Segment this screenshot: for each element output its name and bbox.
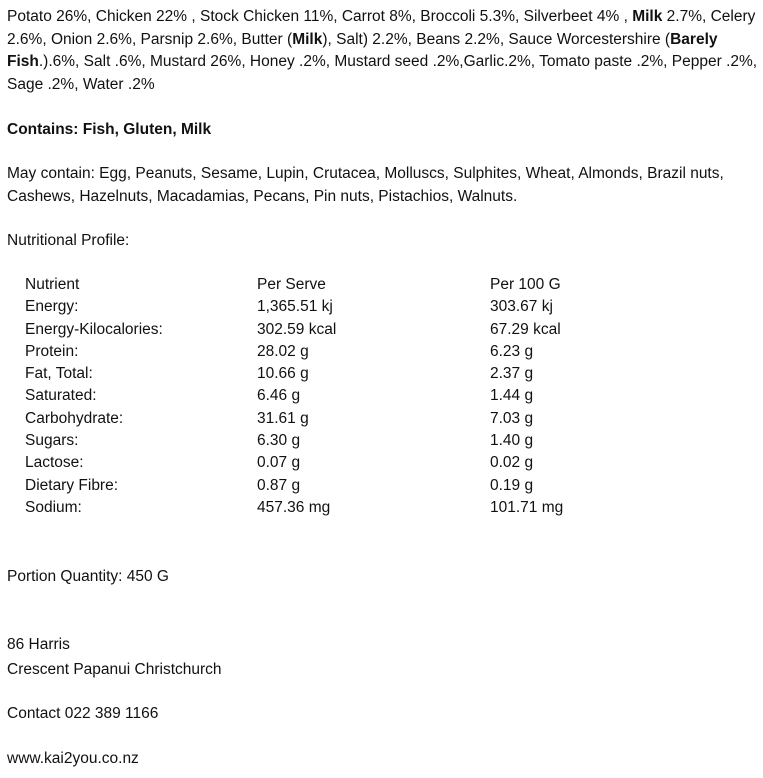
nutrient-name: Protein:	[25, 342, 79, 360]
per-serve-value: 0.07 g	[257, 454, 301, 472]
contains-statement: Contains: Fish, Gluten, Milk	[7, 121, 212, 138]
nutrient-name: Dietary Fibre:	[25, 476, 119, 494]
nutrition-row	[25, 452, 640, 474]
per-serve-value: 457.36 mg	[257, 498, 331, 516]
nutrient-name: Sugars:	[25, 432, 79, 450]
per-100g-value: 0.19 g	[490, 476, 534, 494]
nutrition-heading: Nutritional Profile:	[7, 232, 130, 249]
website-url: www.kai2you.co.nz	[7, 750, 139, 767]
nutrient-name: Sodium:	[25, 498, 82, 516]
nutrition-row	[25, 408, 640, 430]
portion-quantity: Portion Quantity: 450 G	[7, 568, 169, 585]
allergen-milk-2: Milk	[292, 30, 323, 48]
contact-phone: Contact 022 389 1166	[7, 705, 159, 722]
ingredients-list	[7, 6, 759, 96]
per-100g-value: 1.44 g	[490, 387, 534, 405]
per-100g-value: 0.02 g	[490, 454, 534, 472]
nutrient-name: Energy:	[25, 298, 79, 316]
per-100g-value: 2.37 g	[490, 365, 534, 383]
nutrition-row	[25, 296, 640, 318]
nutrition-table	[25, 274, 640, 519]
nutrient-name: Fat, Total:	[25, 365, 93, 383]
may-contain-statement: May contain: Egg, Peanuts, Sesame, Lupin, Crutacea, Molluscs, Sulphites, Wheat, Almonds, Brazil nuts, Cashews, Hazelnuts, Macadamias, Pecans, Pin nuts, Pistachios, Walnuts.	[7, 165, 724, 205]
ingredients-text-3: ), Salt) 2.2%, Beans 2.2%, Sauce Worcestershire (	[322, 30, 671, 48]
per-serve-value: 28.02 g	[257, 342, 309, 360]
per-serve-value: 0.87 g	[257, 476, 301, 494]
column-header-per-100g: Per 100 G	[490, 276, 561, 293]
allergen-fish: Barely Fish	[7, 30, 718, 71]
per-serve-value: 6.30 g	[257, 432, 301, 450]
per-serve-value: 31.61 g	[257, 409, 309, 427]
per-serve-value: 6.46 g	[257, 387, 301, 405]
ingredients-text-1: Potato 26%, Chicken 22% , Stock Chicken 11%, Carrot 8%, Broccoli 5.3%, Silverbeet 4% ,	[7, 8, 633, 25]
ingredients-text-2: 2.7%, Celery 2.6%, Onion 2.6%, Parsnip 2.6%, Butter (	[7, 8, 756, 48]
nutrient-name: Carbohydrate:	[25, 409, 124, 427]
nutrition-row	[25, 341, 640, 363]
ingredients-text-4: .).6%, Salt .6%, Mustard 26%, Honey .2%, Mustard seed .2%,Garlic.2%, Tomato paste .2%, Pepper .2%, Sage .2%, Water .2%	[7, 53, 758, 93]
column-header-nutrient: Nutrient	[25, 276, 80, 293]
column-header-per-serve: Per Serve	[257, 276, 326, 293]
per-100g-value: 7.03 g	[490, 409, 534, 427]
nutrition-row	[25, 497, 640, 519]
nutrition-header-row	[25, 274, 640, 296]
nutrient-name: Lactose:	[25, 454, 84, 472]
nutrition-row	[25, 363, 640, 385]
address-line-2: Crescent Papanui Christchurch	[7, 661, 222, 678]
per-100g-value: 101.71 mg	[490, 498, 564, 516]
address-line-1: 86 Harris	[7, 636, 70, 653]
nutrition-row	[25, 319, 640, 341]
nutrition-row	[25, 385, 640, 407]
per-100g-value: 303.67 kj	[490, 298, 553, 316]
allergen-milk-1: Milk	[632, 8, 663, 25]
per-100g-value: 6.23 g	[490, 342, 534, 360]
per-serve-value: 10.66 g	[257, 365, 309, 383]
per-100g-value: 67.29 kcal	[490, 320, 561, 338]
per-serve-value: 1,365.51 kj	[257, 298, 333, 316]
per-serve-value: 302.59 kcal	[257, 320, 337, 338]
nutrition-row	[25, 475, 640, 497]
nutrient-name: Saturated:	[25, 387, 97, 405]
nutrient-name: Energy-Kilocalories:	[25, 320, 163, 338]
per-100g-value: 1.40 g	[490, 432, 534, 450]
nutrition-row	[25, 430, 640, 452]
